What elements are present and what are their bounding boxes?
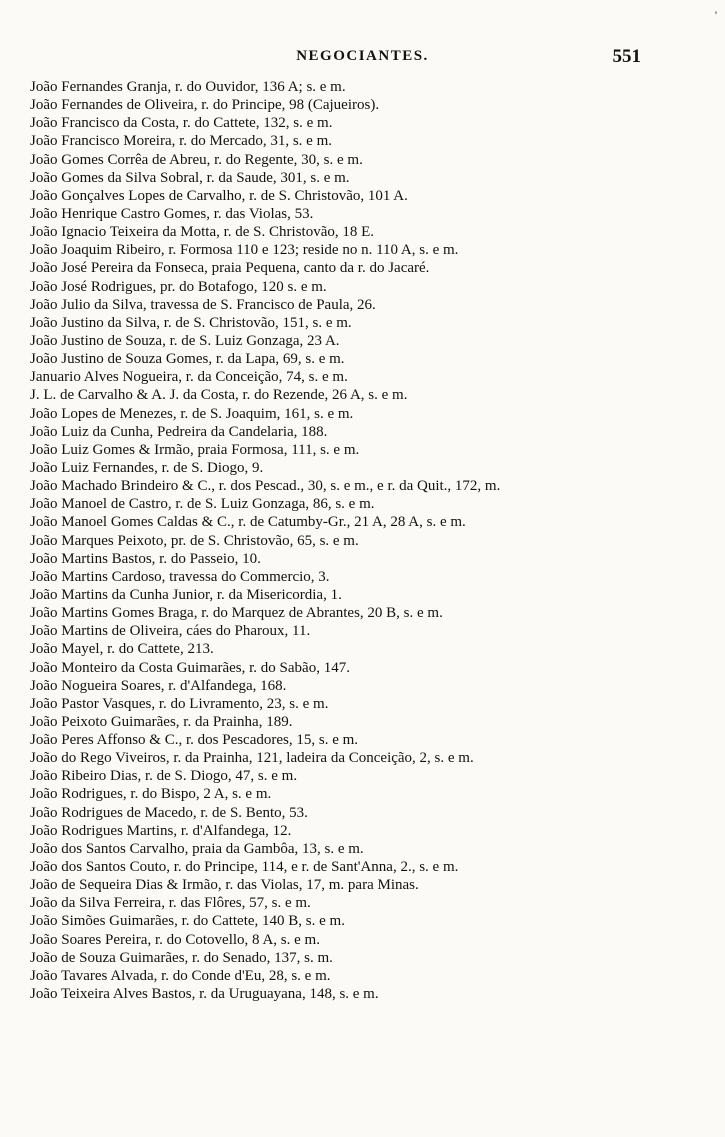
merchant-entry: João Gomes Corrêa de Abreu, r. do Regente, 30, s. e m. [30,151,363,168]
merchant-entry: João Soares Pereira, r. do Cotovello, 8 A, s. e m. [30,931,320,948]
merchant-entry: João Martins Bastos, r. do Passeio, 10. [30,550,261,567]
merchant-entry: J. L. de Carvalho & A. J. da Costa, r. do Rezende, 26 A, s. e m. [30,387,408,404]
merchant-entry: João Julio da Silva, travessa de S. Francisco de Paula, 26. [30,296,376,313]
page-number: 551 [612,46,641,67]
merchant-entry: João dos Santos Couto, r. do Principe, 114, e r. de Sant'Anna, 2., s. e m. [30,859,459,876]
merchant-entry: João Ignacio Teixeira da Motta, r. de S. Christovão, 18 E. [30,224,375,241]
corner-mark: ' [714,8,717,22]
merchant-entry: João Luiz Fernandes, r. de S. Diogo, 9. [30,459,264,476]
merchant-entry: João Fernandes Granja, r. do Ouvidor, 136 A; s. e m. [30,79,346,95]
merchant-entry: João Rodrigues Martins, r. d'Alfandega, 12. [30,822,292,839]
merchant-entry: João Justino de Souza, r. de S. Luiz Gonzaga, 23 A. [30,332,340,349]
merchant-entry: João Peixoto Guimarães, r. da Prainha, 189. [30,713,293,730]
merchant-entry: João Tavares Alvada, r. do Conde d'Eu, 28, s. e m. [30,967,331,984]
merchant-entry: João Justino de Souza Gomes, r. da Lapa, 69, s. e m. [30,351,345,368]
merchant-entry: João Mayel, r. do Cattete, 213. [30,641,214,658]
merchant-entry: Januario Alves Nogueira, r. da Conceição, 74, s. e m. [30,369,348,386]
merchant-entry: João Pastor Vasques, r. do Livramento, 23, s. e m. [30,695,329,712]
page-header [0,46,725,72]
merchant-entry: João Machado Brindeiro & C., r. dos Pescad., 30, s. e m., e r. da Quit., 172, m. [30,478,501,495]
merchant-entry: João Gomes da Silva Sobral, r. da Saude, 301, s. e m. [30,169,350,186]
merchant-entry: João Rodrigues, r. do Bispo, 2 A, s. e m. [30,786,272,803]
merchant-entry: João José Rodrigues, pr. do Botafogo, 120 s. e m. [30,278,327,295]
merchant-entry: João Monteiro da Costa Guimarães, r. do Sabão, 147. [30,659,350,676]
merchant-entry: João dos Santos Carvalho, praia da Gambôa, 13, s. e m. [30,840,364,857]
merchant-entry: João Henrique Castro Gomes, r. das Violas, 53. [30,205,314,222]
merchant-entry: João Francisco da Costa, r. do Cattete, 132, s. e m. [30,115,333,132]
merchant-entry: João Martins de Oliveira, cáes do Pharoux, 11. [30,623,311,640]
merchant-entry: João Luiz Gomes & Irmão, praia Formosa, 111, s. e m. [30,441,360,458]
merchant-entry: João de Sequeira Dias & Irmão, r. das Violas, 17, m. para Minas. [30,877,419,894]
merchant-entry: João Martins Cardoso, travessa do Commercio, 3. [30,568,330,585]
merchant-entry: João Teixeira Alves Bastos, r. da Uruguayana, 148, s. e m. [30,986,379,1003]
merchant-entry: João Manoel Gomes Caldas & C., r. de Catumby-Gr., 21 A, 28 A, s. e m. [30,514,466,531]
merchant-entry: João Ribeiro Dias, r. de S. Diogo, 47, s. e m. [30,768,298,785]
merchant-entry: João da Silva Ferreira, r. das Flôres, 57, s. e m. [30,895,311,912]
merchant-entry: João Manoel de Castro, r. de S. Luiz Gonzaga, 86, s. e m. [30,496,375,513]
merchant-entry: João do Rego Viveiros, r. da Prainha, 121, ladeira da Conceição, 2, s. e m. [30,750,474,767]
merchant-entry: João Peres Affonso & C., r. dos Pescadores, 15, s. e m. [30,732,359,749]
merchant-entry: João Luiz da Cunha, Pedreira da Candelaria, 188. [30,423,328,440]
merchant-listing [30,78,690,1003]
merchant-entry: João Nogueira Soares, r. d'Alfandega, 168. [30,677,287,694]
merchant-entry: João Lopes de Menezes, r. de S. Joaquim, 161, s. e m. [30,405,354,422]
merchant-entry: João Marques Peixoto, pr. de S. Christovão, 65, s. e m. [30,532,359,549]
running-title: NEGOCIANTES. [296,48,429,64]
merchant-entry: João Simões Guimarães, r. do Cattete, 140 B, s. e m. [30,913,345,930]
merchant-entry: João Martins da Cunha Junior, r. da Misericordia, 1. [30,586,342,603]
merchant-entry: João José Pereira da Fonseca, praia Pequena, canto da r. do Jacaré. [30,260,430,277]
merchant-entry: João Martins Gomes Braga, r. do Marquez de Abrantes, 20 B, s. e m. [30,605,443,622]
merchant-entry: João Rodrigues de Macedo, r. de S. Bento, 53. [30,804,308,821]
merchant-entry: João Justino da Silva, r. de S. Christovão, 151, s. e m. [30,314,352,331]
merchant-entry: João Joaquim Ribeiro, r. Formosa 110 e 123; reside no n. 110 A, s. e m. [30,242,459,259]
merchant-entry: João Fernandes de Oliveira, r. do Principe, 98 (Cajueiros). [30,97,380,114]
merchant-entry: João Gonçalves Lopes de Carvalho, r. de S. Christovão, 101 A. [30,187,408,204]
merchant-entry: João de Souza Guimarães, r. do Senado, 137, s. m. [30,949,333,966]
merchant-entry: João Francisco Moreira, r. do Mercado, 31, s. e m. [30,133,333,150]
